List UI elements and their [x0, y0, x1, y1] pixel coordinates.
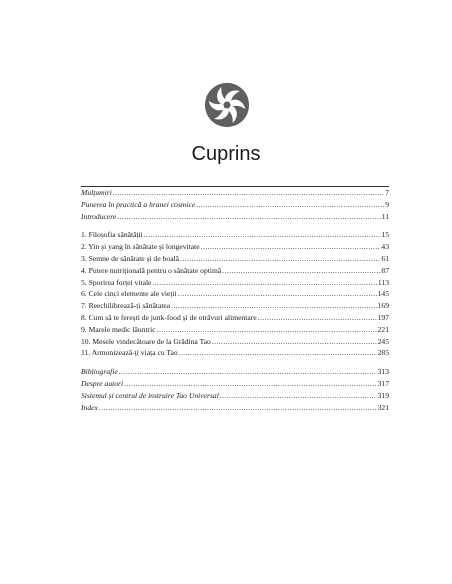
- dot-leader: [180, 253, 380, 265]
- dot-leader: [258, 312, 377, 324]
- dot-leader: [212, 336, 377, 348]
- table-of-contents: [81, 186, 389, 413]
- dot-leader: [124, 378, 376, 390]
- toc-entry-title: Sistemul și centrul de instruire Tao Universal: [81, 390, 219, 400]
- toc-entry[interactable]: [81, 288, 389, 300]
- toc-entry-title: 7. Reechilibrează-ți sănătatea: [81, 301, 171, 311]
- toc-entry-page: 87: [381, 265, 389, 275]
- toc-entry-title: Bibliografie: [81, 367, 118, 377]
- toc-entry-page: 285: [377, 348, 389, 358]
- toc-front-matter: [81, 187, 389, 222]
- toc-entry-page: 61: [381, 253, 389, 263]
- toc-entry[interactable]: [81, 300, 389, 312]
- toc-entry[interactable]: [81, 366, 389, 378]
- toc-entry-page: 169: [377, 301, 389, 311]
- toc-entry-page: 245: [377, 336, 389, 346]
- dot-leader: [222, 265, 380, 277]
- toc-entry-title: 6. Cele cinci elemente ale vieții: [81, 289, 177, 299]
- toc-entry-page: 43: [381, 242, 389, 252]
- toc-entry[interactable]: [81, 211, 389, 223]
- dot-leader: [220, 390, 377, 402]
- swirl-logo-icon: [204, 82, 250, 128]
- toc-entry-page: 221: [377, 324, 389, 334]
- toc-entry[interactable]: [81, 390, 389, 402]
- dot-leader: [113, 187, 384, 199]
- toc-entry-title: 4. Putere nutrițională pentru o sănătate optimă: [81, 265, 222, 275]
- toc-entry[interactable]: [81, 241, 389, 253]
- toc-entry[interactable]: [81, 402, 389, 414]
- toc-entry[interactable]: [81, 347, 389, 359]
- toc-entry-title: 5. Sporirea forței vitale: [81, 277, 152, 287]
- toc-entry-title: Despre autori: [81, 378, 124, 388]
- toc-entry-title: 1. Filosofia sănătății: [81, 230, 143, 240]
- toc-entry[interactable]: [81, 253, 389, 265]
- dot-leader: [99, 402, 377, 414]
- toc-entry[interactable]: [81, 312, 389, 324]
- toc-entry-page: 7: [385, 188, 389, 197]
- toc-entry-title: 2. Yin și yang în sănătate și longevitate: [81, 242, 200, 252]
- toc-entry-title: 8. Cum să te ferești de junk-food și de otrăvuri alimentare: [81, 312, 257, 322]
- toc-entry-page: 317: [377, 378, 389, 388]
- toc-entry-title: Introducere: [81, 211, 117, 221]
- dot-leader: [152, 277, 376, 289]
- toc-entry-page: 15: [381, 230, 389, 240]
- toc-entry-title: Punerea în practică a hranei cosmice: [81, 199, 196, 209]
- toc-entry-title: Index: [81, 402, 98, 412]
- dot-leader: [178, 288, 377, 300]
- toc-entry-page: 145: [377, 289, 389, 299]
- toc-entry[interactable]: [81, 378, 389, 390]
- toc-entry-page: 113: [377, 277, 389, 287]
- toc-entry-title: Mulțumiri: [81, 188, 112, 197]
- toc-entry[interactable]: [81, 324, 389, 336]
- toc-entry-page: 11: [381, 211, 389, 221]
- dot-leader: [157, 324, 377, 336]
- toc-entry[interactable]: [81, 265, 389, 277]
- dot-leader: [117, 211, 380, 223]
- dot-leader: [196, 199, 384, 211]
- toc-entry-title: 3. Semne de sănătate și de boală: [81, 253, 180, 263]
- toc-entry-page: 313: [377, 367, 389, 377]
- toc-entry[interactable]: [81, 199, 389, 211]
- dot-leader: [201, 241, 381, 253]
- toc-entry[interactable]: [81, 336, 389, 348]
- dot-leader: [119, 366, 377, 378]
- toc-entry[interactable]: [81, 277, 389, 289]
- toc-back-matter: [81, 366, 389, 413]
- toc-entry-page: 321: [377, 402, 389, 412]
- toc-entry-page: 9: [385, 199, 389, 209]
- page-title: Cuprins: [191, 143, 261, 165]
- dot-leader: [144, 229, 381, 241]
- toc-entry-page: 197: [377, 312, 389, 322]
- dot-leader: [179, 347, 377, 359]
- toc-entry-title: 10. Mesele vindecătoare de la Grădina Tao: [81, 336, 211, 346]
- toc-entry-title: 11. Armonizează-ți viața cu Tao: [81, 348, 178, 358]
- toc-entry-title: 9. Marele medic lăuntric: [81, 324, 156, 334]
- toc-entry-page: 319: [377, 390, 389, 400]
- dot-leader: [171, 300, 376, 312]
- toc-chapters: [81, 229, 389, 359]
- toc-entry[interactable]: [81, 187, 389, 199]
- toc-entry[interactable]: [81, 229, 389, 241]
